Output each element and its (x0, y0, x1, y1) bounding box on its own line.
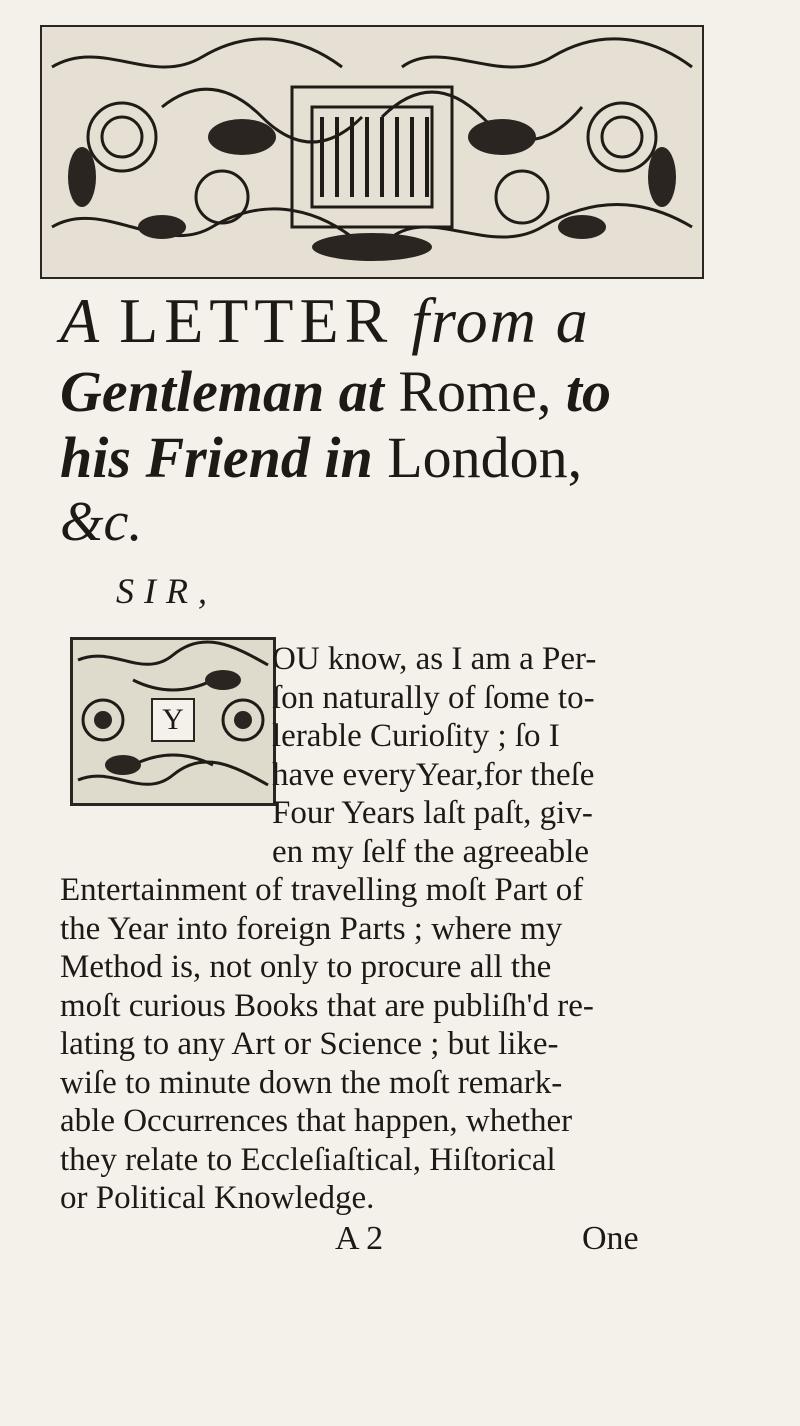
body-line: able Occurrences that happen, whether (60, 1103, 573, 1139)
title-at: at (338, 359, 384, 424)
body-line: they relate to Eccleſiaſtical, Hiſtorical (60, 1141, 556, 1178)
title-friend: Friend (145, 425, 310, 490)
body-line: en my ſelf the agreeable (272, 833, 589, 870)
body-line: lerable Curioſity ; ſo I (272, 718, 560, 754)
title-from: from a (411, 285, 590, 356)
title-line-4: &c. (60, 491, 143, 553)
body-line: moſt curious Books that are publiſh'd re- (60, 987, 594, 1024)
catchword: One (582, 1220, 639, 1257)
body-line: Four Years laſt paſt, giv- (272, 795, 593, 831)
salutation: SIR, (116, 571, 217, 611)
title-in: in (324, 425, 373, 490)
title-gentleman: Gentleman (60, 359, 325, 424)
body-line: have everyYear,for theſe (272, 756, 595, 793)
body-line: OU know, as I am a Per- (272, 641, 597, 677)
title-line-2 (60, 360, 740, 424)
body-line: the Year into foreign Parts ; where my (60, 910, 563, 947)
title-line-3 (60, 426, 760, 490)
body-line: lating to any Art or Science ; but like- (60, 1026, 559, 1062)
initial-letter: Y (151, 698, 195, 742)
body-line: Entertainment of travelling moſt Part of (60, 872, 584, 908)
body-line: or Political Knowledge. (60, 1180, 375, 1216)
signature-mark: A 2 (335, 1220, 384, 1257)
body-line: ſon naturally of ſome to- (272, 679, 595, 716)
title-word: LETTER (119, 285, 394, 356)
title-line-1 (60, 285, 700, 357)
body-line: Method is, not only to procure all the (60, 949, 552, 985)
ornamental-headpiece-icon (40, 25, 704, 279)
body-line: wiſe to minute down the moſt remark- (60, 1064, 563, 1101)
title-to: to (565, 359, 612, 424)
title-his: his (60, 425, 131, 490)
title-london: London, (387, 425, 583, 490)
title-rome: Rome, (398, 359, 552, 424)
title-article: A (60, 285, 102, 356)
body-text (60, 640, 760, 1218)
